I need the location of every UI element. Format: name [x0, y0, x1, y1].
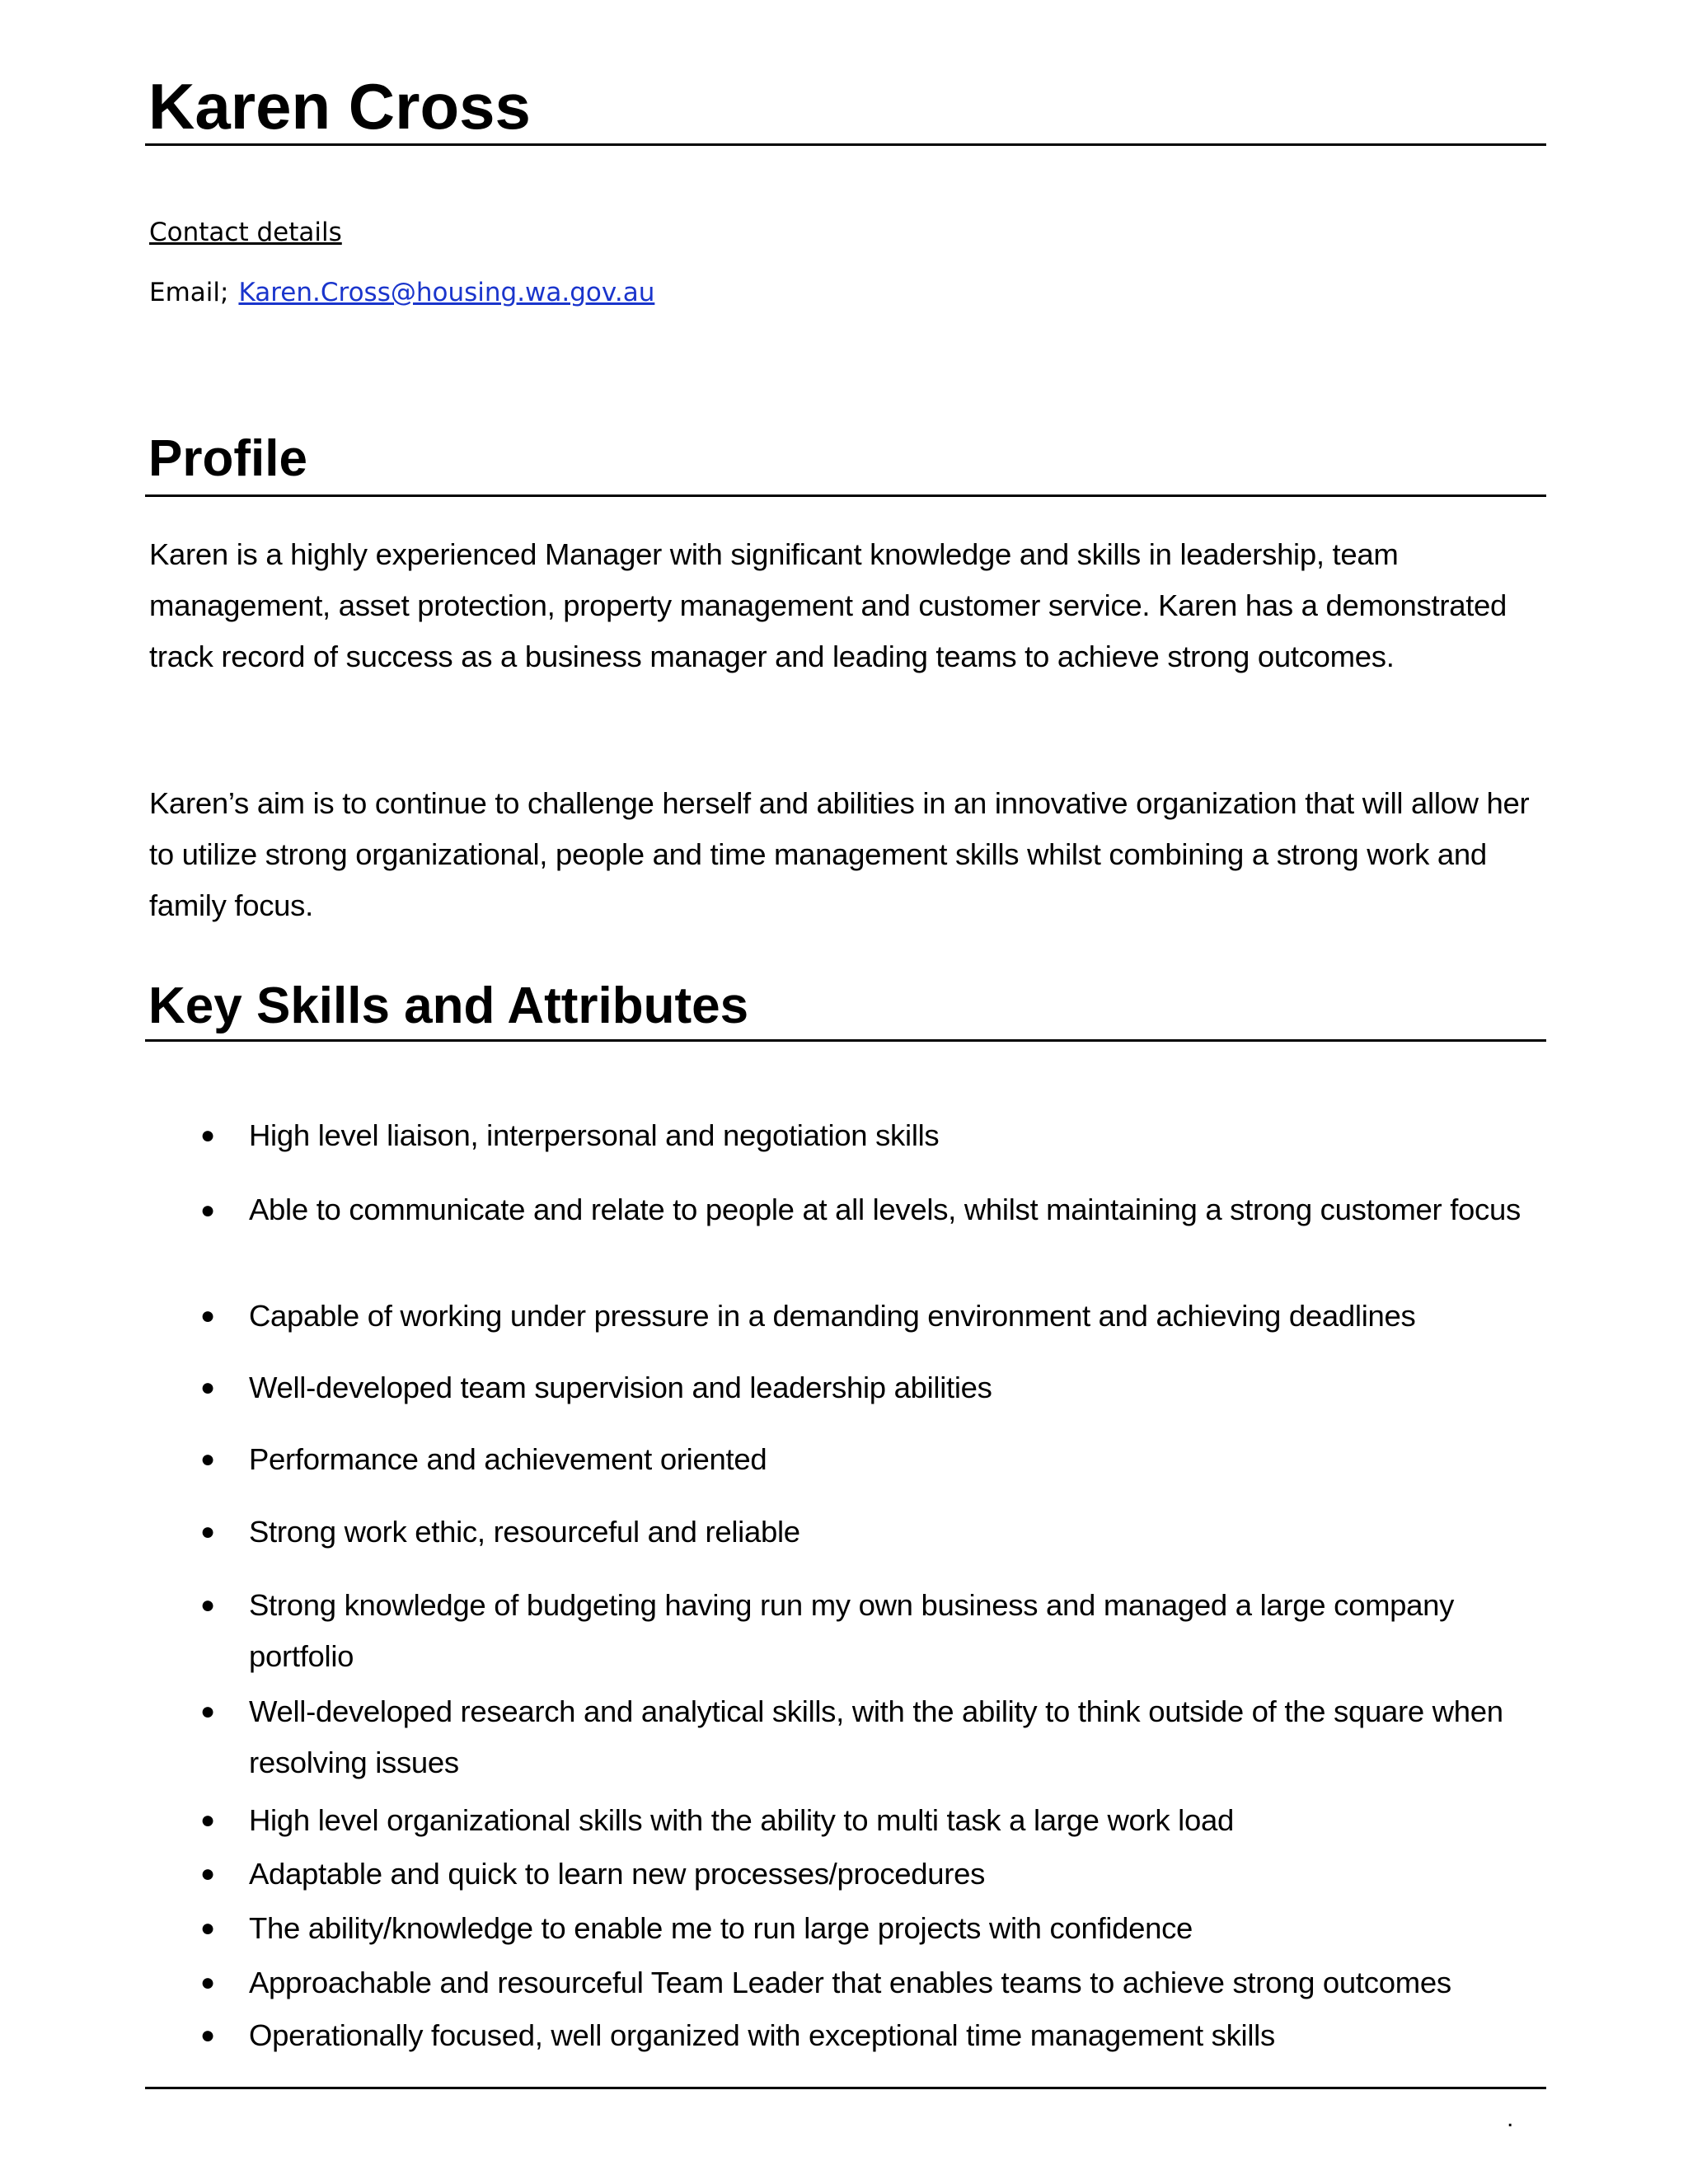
- bullet-icon: ●: [200, 1446, 215, 1473]
- skill-text: Strong knowledge of budgeting having run my own business and managed a large company portfolio: [249, 1588, 1455, 1673]
- bullet-icon: ●: [200, 1860, 215, 1887]
- skill-item: [149, 1795, 1550, 1846]
- profile-heading: Profile: [148, 430, 307, 487]
- bullet-icon: ●: [200, 1197, 215, 1224]
- skill-item: [149, 1903, 1550, 1954]
- profile-paragraph-1: Karen is a highly experienced Manager with significant knowledge and skills in leadership, team management, asset protection, property management and customer service. Karen has a demonstrated track record of success as a business manager and leading teams to achieve strong outcomes.: [149, 537, 1507, 673]
- bullet-icon: ●: [200, 1698, 215, 1725]
- skills-heading: Key Skills and Attributes: [148, 977, 749, 1034]
- bullet-icon: ●: [200, 1591, 215, 1619]
- skill-text: High level liaison, interpersonal and negotiation skills: [249, 1118, 940, 1152]
- skill-text: Performance and achievement oriented: [249, 1442, 767, 1476]
- person-name: Karen Cross: [148, 70, 531, 143]
- contact-details-label: Contact details: [149, 218, 342, 247]
- skill-text: Able to communicate and relate to people at all levels, whilst maintaining a strong customer focus: [249, 1193, 1521, 1226]
- skill-item: [149, 1362, 1550, 1413]
- skill-text: Approachable and resourceful Team Leader that enables teams to achieve strong outcomes: [249, 1966, 1451, 1999]
- email-link[interactable]: Karen.Cross@housing.wa.gov.au: [238, 278, 655, 307]
- skill-item: [149, 1957, 1550, 2008]
- skill-text: Capable of working under pressure in a demanding environment and achieving deadlines: [249, 1299, 1416, 1333]
- bullet-icon: ●: [200, 2022, 215, 2049]
- bullet-icon: ●: [200, 1302, 215, 1329]
- bullet-icon: ●: [200, 1807, 215, 1834]
- skill-item: [149, 1580, 1550, 1682]
- email-label: Email;: [149, 278, 229, 307]
- skill-text: Operationally focused, well organized with exceptional time management skills: [249, 2018, 1275, 2052]
- bullet-icon: ●: [200, 1374, 215, 1401]
- skill-text: Adaptable and quick to learn new processes/procedures: [249, 1857, 986, 1891]
- skill-item: [149, 1434, 1550, 1485]
- name-underline: [145, 143, 1546, 146]
- skill-item: [149, 2010, 1550, 2061]
- bullet-icon: ●: [200, 1915, 215, 1942]
- skill-text: Well-developed research and analytical skills, with the ability to think outside of the square when resolving issues: [249, 1694, 1503, 1779]
- profile-underline: [145, 494, 1546, 497]
- skill-item: [149, 1686, 1550, 1788]
- skill-item: [149, 1507, 1550, 1558]
- skill-text: Well-developed team supervision and leadership abilities: [249, 1371, 992, 1404]
- skill-text: The ability/knowledge to enable me to run large projects with confidence: [249, 1911, 1193, 1945]
- bullet-icon: ●: [200, 1122, 215, 1149]
- skill-text: Strong work ethic, resourceful and reliable: [249, 1515, 800, 1549]
- skills-underline: [145, 1039, 1546, 1042]
- bullet-icon: ●: [200, 1518, 215, 1545]
- skill-item: [149, 1291, 1550, 1342]
- email-row: [149, 278, 654, 307]
- skill-item: [149, 1110, 1550, 1161]
- skill-item: [149, 1192, 1550, 1227]
- footer-mark: .: [1507, 2105, 1514, 2132]
- bullet-icon: ●: [200, 1969, 215, 1996]
- profile-paragraph-2: Karen’s aim is to continue to challenge herself and abilities in an innovative organization that will allow her to utilize strong organizational, people and time management skills whilst combining a strong work and family focus.: [149, 786, 1530, 922]
- skill-text: High level organizational skills with the ability to multi task a large work load: [249, 1803, 1234, 1837]
- skill-item: [149, 1849, 1550, 1900]
- bottom-rule: [145, 2087, 1546, 2089]
